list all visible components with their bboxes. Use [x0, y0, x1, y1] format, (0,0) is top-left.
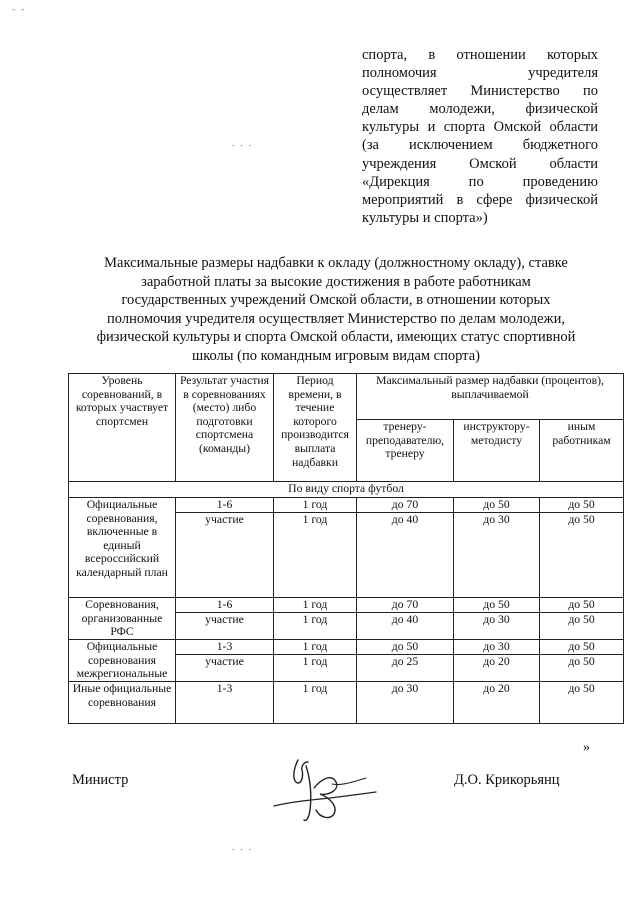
signer-name: Д.О. Крикорьянц: [454, 772, 560, 788]
title-line: заработной платы за высокие достижения в работе работникам: [141, 273, 531, 290]
instructor-cell: до 30: [454, 513, 540, 598]
other-cell: до 50: [540, 598, 624, 613]
other-cell: до 50: [540, 655, 624, 682]
period-cell: 1 год: [274, 640, 357, 655]
period-cell: 1 год: [274, 498, 357, 513]
result-cell: участие: [176, 613, 274, 640]
header-line: осуществляет Министерство по: [362, 83, 598, 100]
document-title: [76, 254, 596, 366]
header-instructor: инструктору-методисту: [454, 420, 540, 482]
header-coach: тренеру-преподавателю, тренеру: [357, 420, 454, 482]
result-cell: участие: [176, 655, 274, 682]
result-cell: участие: [176, 513, 274, 598]
coach-cell: до 40: [357, 613, 454, 640]
scan-mark: . . .: [232, 138, 254, 148]
handwritten-signature: [270, 748, 380, 828]
level-cell: Официальные соревнования межрегиональные: [69, 640, 176, 682]
coach-cell: до 50: [357, 640, 454, 655]
header-line: (за исключением бюджетного: [362, 137, 598, 154]
header-line: культуры и спорта Омской области: [362, 119, 598, 136]
level-cell: Официальные соревнования, включенные в единый всероссийский календарный план: [69, 498, 176, 598]
header-line: спорта, в отношении которых: [362, 47, 598, 63]
header-max: Максимальный размер надбавки (процентов), выплачиваемой: [357, 374, 624, 420]
instructor-cell: до 20: [454, 682, 540, 724]
instructor-cell: до 30: [454, 640, 540, 655]
signer-position: Министр: [72, 772, 129, 788]
period-cell: 1 год: [274, 513, 357, 598]
coach-cell: до 40: [357, 513, 454, 598]
header-level: Уровень соревнований, в которых участвует спортсмен: [69, 374, 176, 482]
title-line: государственных учреждений Омской области, в отношении которых: [121, 292, 551, 309]
other-cell: до 50: [540, 613, 624, 640]
scan-mark: - -: [12, 4, 27, 14]
coach-cell: до 30: [357, 682, 454, 724]
result-cell: 1-3: [176, 640, 274, 655]
title-line: Максимальные размеры надбавки к окладу (должностному окладу), ставке: [104, 255, 568, 271]
result-cell: 1-6: [176, 498, 274, 513]
result-cell: 1-6: [176, 598, 274, 613]
other-cell: до 50: [540, 682, 624, 724]
period-cell: 1 год: [274, 655, 357, 682]
title-line: физической культуры и спорта Омской области, имеющих статус спортивной: [96, 329, 576, 346]
header-other: иным работникам: [540, 420, 624, 482]
instructor-cell: до 50: [454, 598, 540, 613]
header-period: Период времени, в течение которого производится выплата надбавки: [274, 374, 357, 482]
scan-mark: . . .: [232, 842, 254, 852]
header-line: мероприятий в сфере физической: [362, 191, 598, 208]
title-line: полномочия учредителя осуществляет Министерство по делам молодежи,: [107, 310, 565, 327]
title-line: школы (по командным игровым видам спорта): [192, 347, 480, 364]
allowance-table: [68, 373, 624, 724]
coach-cell: до 70: [357, 598, 454, 613]
result-cell: 1-3: [176, 682, 274, 724]
period-cell: 1 год: [274, 613, 357, 640]
header-line: делам молодежи, физической: [362, 101, 598, 118]
header-line: полномочия учредителя: [362, 65, 598, 82]
section-row: По виду спорта футбол: [69, 482, 624, 498]
header-line: культуры и спорта»): [362, 209, 488, 226]
other-cell: до 50: [540, 513, 624, 598]
period-cell: 1 год: [274, 682, 357, 724]
instructor-cell: до 30: [454, 613, 540, 640]
period-cell: 1 год: [274, 598, 357, 613]
header-line: «Дирекция по проведению: [362, 173, 598, 190]
instructor-cell: до 20: [454, 655, 540, 682]
closing-quote: »: [583, 740, 590, 755]
other-cell: до 50: [540, 498, 624, 513]
header-line: учреждения Омской области: [362, 155, 598, 172]
other-cell: до 50: [540, 640, 624, 655]
level-cell: Соревнования, организованные РФС: [69, 598, 176, 640]
instructor-cell: до 50: [454, 498, 540, 513]
level-cell: Иные официальные соревнования: [69, 682, 176, 724]
header-result: Результат участия в соревнованиях (место) либо подготовки спортсмена (команды): [176, 374, 274, 482]
approval-header: [362, 46, 598, 227]
coach-cell: до 25: [357, 655, 454, 682]
coach-cell: до 70: [357, 498, 454, 513]
